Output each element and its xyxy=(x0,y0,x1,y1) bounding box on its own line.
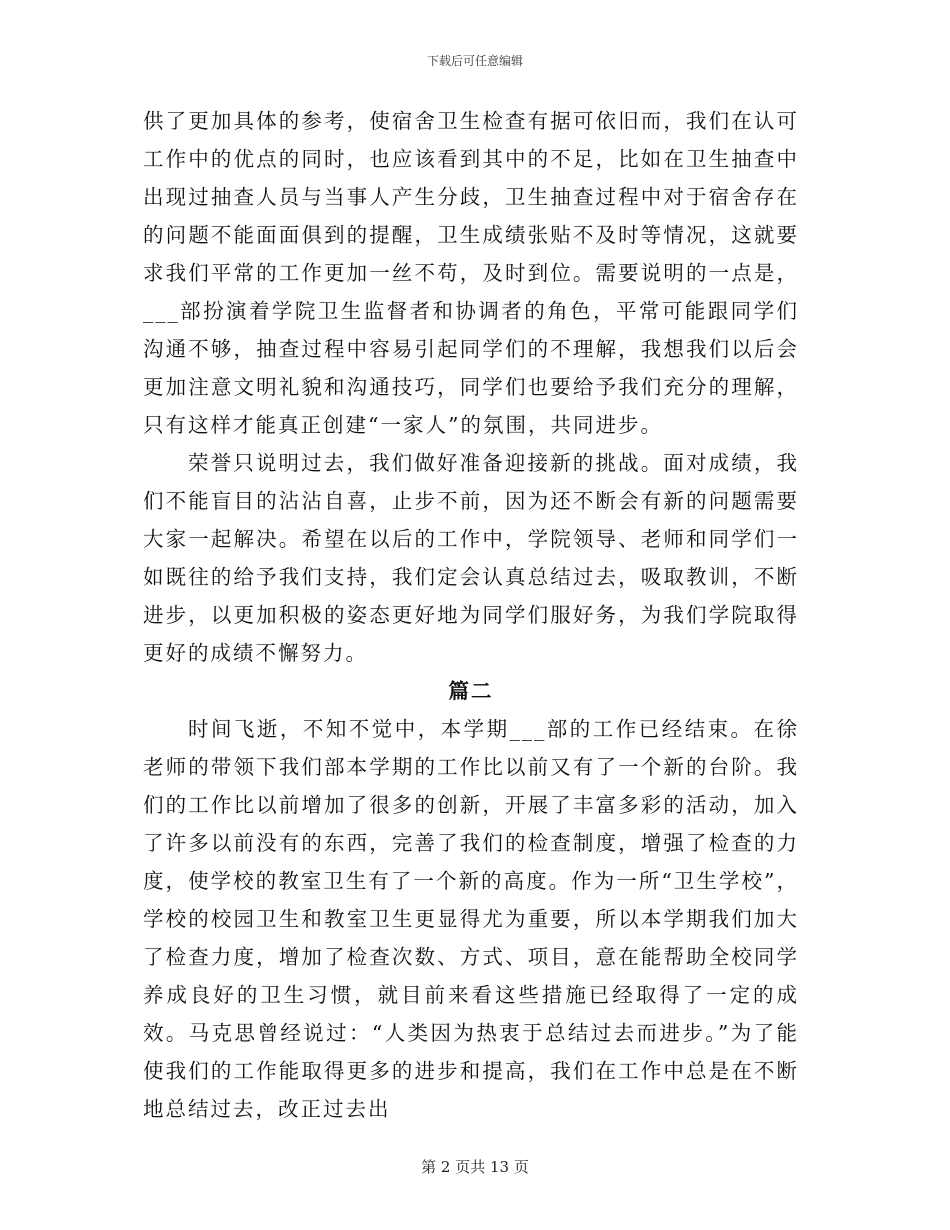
paragraph-honor: 荣誉只说明过去，我们做好准备迎接新的挑战。面对成绩，我们不能盲目的沾沾自喜，止步不前，因为还不断会有新的问题需要大家一起解决。希望在以后的工作中，学院领导、老师和同学们一如既往的给予我们支持，我们定会认真总结过去，吸取教训，不断进步，以更加积极的姿态更好地为同学们服好务，为我们学院取得更好的成绩不懈努力。 xyxy=(143,451,799,665)
section-title: 篇二 xyxy=(448,679,494,703)
paragraph-continuation: 供了更加具体的参考，使宿舍卫生检查有据可依旧而，我们在认可工作中的优点的同时，也应该看到其中的不足，比如在卫生抽查中出现过抽查人员与当事人产生分歧，卫生抽查过程中对于宿舍存在的问题不能面面俱到的提醒，卫生成绩张贴不及时等情况，这就要求我们平常的工作更加一丝不苟，及时到位。需要说明的一点是，___部扮演着学院卫生监督者和协调者的角色，平常可能跟同学们沟通不够，抽查过程中容易引起同学们的不理解，我想我们以后会更加注意文明礼貌和沟通技巧，同学们也要给予我们充分的理解，只有这样才能真正创建“一家人”的氛围，共同进步。 xyxy=(143,109,799,437)
document-body xyxy=(143,102,799,1128)
paragraph-section-two: 时间飞逝，不知不觉中，本学期___部的工作已经结束。在徐老师的带领下我们部本学期的工作比以前又有了一个新的台阶。我们的工作比以前增加了很多的创新，开展了丰富多彩的活动，加入了许多以前没有的东西，完善了我们的检查制度，增强了检查的力度，使学校的教室卫生有了一个新的高度。作为一所“卫生学校”，学校的校园卫生和教室卫生更显得尤为重要，所以本学期我们加大了检查力度，增加了检查次数、方式、项目，意在能帮助全校同学养成良好的卫生习惯，就目前来看这些措施已经取得了一定的成效。马克思曾经说过：“人类因为热衷于总结过去而进步。”为了能使我们的工作能取得更多的进步和提高，我们在工作中总是在不断地总结过去，改正过去出 xyxy=(143,717,799,1121)
page-footer: 第 2 页共 13 页 xyxy=(421,1158,529,1176)
page-header: 下载后可任意编辑 xyxy=(426,54,523,68)
